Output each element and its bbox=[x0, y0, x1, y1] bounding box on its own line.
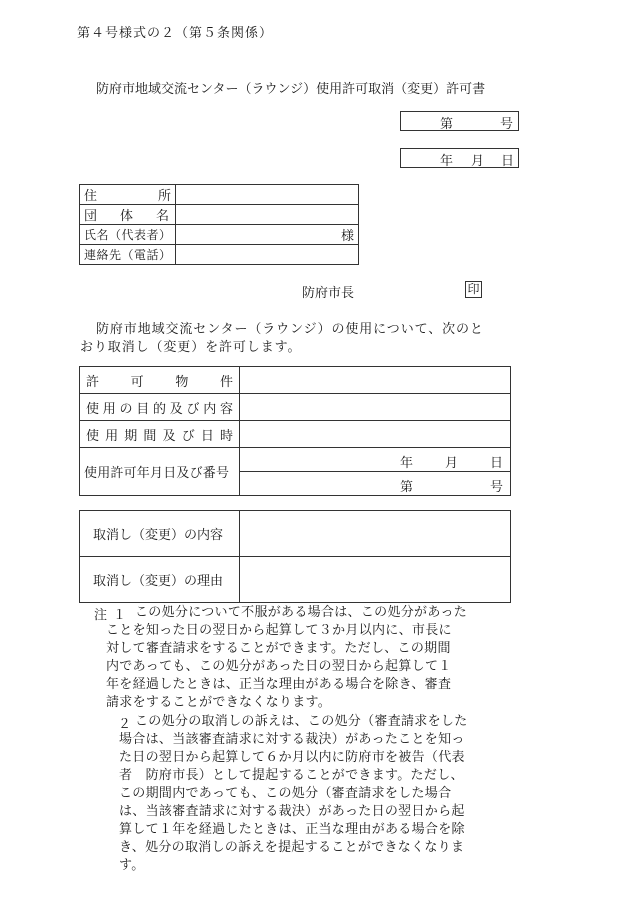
applicant-row-address bbox=[80, 185, 359, 205]
applicant-row-name bbox=[80, 225, 359, 245]
period-label: 使用期間及び日時 bbox=[86, 428, 233, 444]
group-field[interactable] bbox=[176, 205, 359, 225]
name-field[interactable] bbox=[176, 225, 359, 245]
reason-field[interactable] bbox=[240, 557, 511, 603]
permit-number-field[interactable] bbox=[240, 472, 511, 496]
contact-label: 連絡先（電話） bbox=[84, 248, 172, 262]
note-2-text bbox=[119, 713, 468, 875]
number-box[interactable] bbox=[400, 111, 519, 131]
contact-field[interactable] bbox=[176, 245, 359, 265]
address-label: 住 所 bbox=[84, 189, 171, 204]
content-label: 取消し（変更）の内容 bbox=[93, 528, 224, 543]
date-box[interactable] bbox=[400, 148, 519, 168]
content-field[interactable] bbox=[240, 511, 511, 557]
note-1-line: ことを知った日の翌日から起算して３か月以内に、市長に bbox=[106, 623, 452, 638]
note-1-line: 請求をすることができなくなります。 bbox=[106, 695, 332, 710]
row-purpose bbox=[80, 394, 511, 421]
seal-mark: 印 bbox=[465, 281, 482, 298]
row-permit-date bbox=[80, 448, 511, 472]
permit-label: 使用許可年月日及び番号 bbox=[84, 466, 230, 481]
purpose-field[interactable] bbox=[240, 394, 511, 421]
name-label: 氏名（代表者） bbox=[84, 228, 172, 242]
permit-date-field[interactable] bbox=[240, 448, 511, 472]
note-1-line: この処分について不服がある場合は、この処分があった bbox=[135, 605, 468, 620]
permit-go: 号 bbox=[490, 480, 504, 495]
date-day: 日 bbox=[501, 154, 515, 169]
note-2-line: この期間内であっても、この処分（審査請求をした場合 bbox=[119, 786, 452, 801]
note-2-line: す。 bbox=[119, 858, 145, 873]
number-go: 号 bbox=[500, 117, 514, 132]
applicant-table bbox=[79, 184, 359, 265]
permit-month: 月 bbox=[445, 456, 459, 471]
permit-table bbox=[79, 366, 511, 496]
note-1-marker: 注１ bbox=[94, 608, 133, 623]
note-1-line: 内であっても、この処分があった日の翌日から起算して１ bbox=[106, 659, 452, 674]
number-dai: 第 bbox=[440, 117, 454, 132]
purpose-label: 使用の目的及び内容 bbox=[86, 401, 233, 417]
mayor-label: 防府市長 bbox=[302, 286, 355, 301]
reason-label: 取消し（変更）の理由 bbox=[93, 574, 224, 589]
note-2-line: 算して１年を経過したときは、正当な理由がある場合を除 bbox=[119, 822, 465, 837]
permit-day: 日 bbox=[490, 456, 504, 471]
note-2-line: 場合は、当該審査請求に対する裁決）があったことを知っ bbox=[119, 732, 465, 747]
item-label: 許 可 物 件 bbox=[86, 374, 233, 390]
note-1-line: 対して審査請求をすることができます。ただし、この期間 bbox=[106, 641, 451, 656]
cancellation-table bbox=[79, 510, 511, 603]
applicant-row-contact bbox=[80, 245, 359, 265]
address-field[interactable] bbox=[176, 185, 359, 205]
note-2-line: た日の翌日から起算して６か月以内に防府市を被告（代表 bbox=[119, 750, 465, 765]
row-reason bbox=[80, 557, 511, 603]
item-field[interactable] bbox=[240, 367, 511, 394]
statement-line-2: おり取消し（変更）を許可します。 bbox=[80, 340, 302, 355]
date-month: 月 bbox=[471, 154, 485, 169]
row-period bbox=[80, 421, 511, 448]
note-1-line: 年を経過したときは、正当な理由がある場合を除き、審査 bbox=[106, 677, 452, 692]
statement-line-1: 防府市地域交流センター（ラウンジ）の使用について、次のと bbox=[96, 322, 484, 337]
document-title: 防府市地域交流センター（ラウンジ）使用許可取消（変更）許可書 bbox=[96, 82, 486, 97]
form-number: 第４号様式の２（第５条関係） bbox=[77, 26, 274, 41]
note-2-line: この処分の取消しの訴えは、この処分（審査請求をした bbox=[135, 714, 468, 729]
row-item bbox=[80, 367, 511, 394]
permit-year: 年 bbox=[400, 456, 414, 471]
applicant-row-group bbox=[80, 205, 359, 225]
note-2-marker: ２ bbox=[118, 717, 132, 732]
note-2-line: き、処分の取消しの訴えを提起することができなくなりま bbox=[119, 840, 465, 855]
row-content bbox=[80, 511, 511, 557]
honorific: 様 bbox=[340, 229, 354, 244]
date-year: 年 bbox=[440, 154, 454, 169]
note-2-line: は、当該審査請求に対する裁決）があった日の翌日から起 bbox=[119, 804, 465, 819]
permit-dai: 第 bbox=[400, 480, 414, 495]
period-field[interactable] bbox=[240, 421, 511, 448]
note-2-line: 者 防府市長）として提起することができます。ただし、 bbox=[119, 768, 464, 783]
group-label: 団 体 名 bbox=[84, 209, 169, 224]
